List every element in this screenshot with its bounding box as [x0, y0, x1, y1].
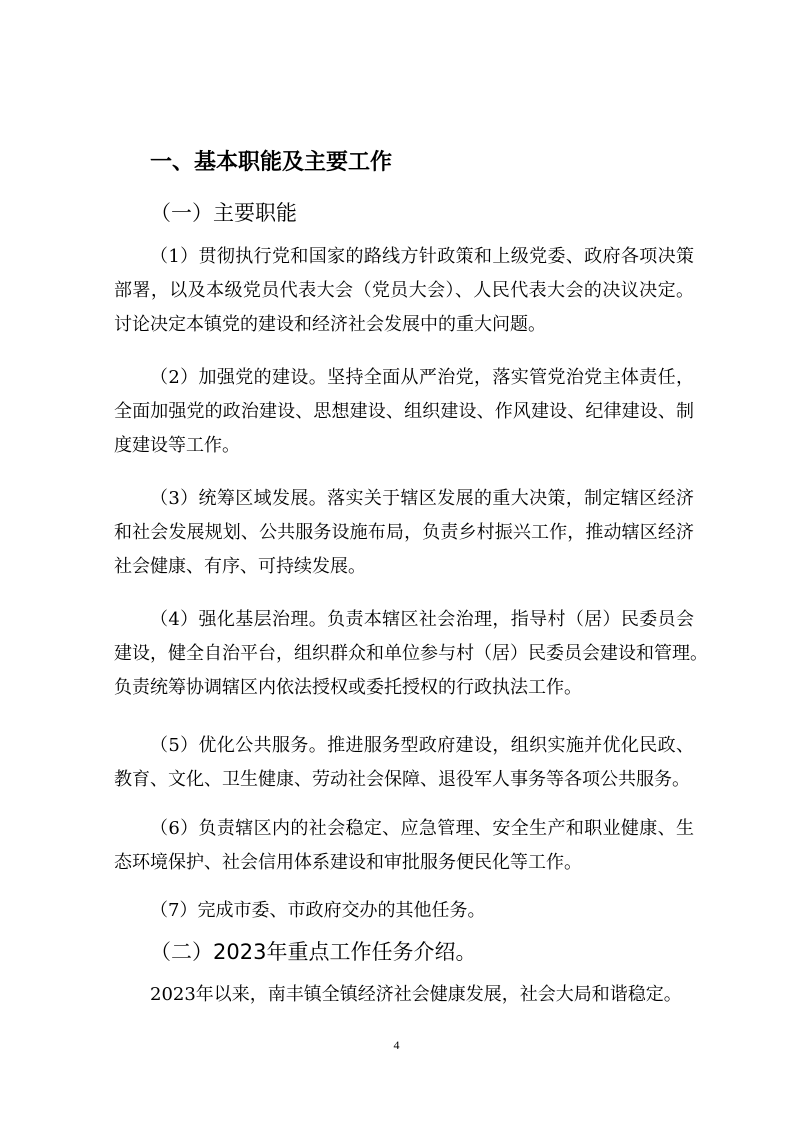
- paragraph-line: 全面加强党的政治建设、思想建设、组织建设、作风建设、纪律建设、制: [114, 401, 694, 422]
- subsection-title-main-functions: （一）主要职能: [150, 201, 297, 225]
- subsection-title-key-tasks: （二）2023年重点工作任务介绍。: [150, 940, 477, 964]
- paragraph-line: （4）强化基层治理。负责本辖区社会治理，指导村（居）民委员会: [150, 609, 694, 630]
- paragraph-line: 态环境保护、社会信用体系建设和审批服务便民化等工作。: [114, 852, 582, 873]
- page-number: 4: [393, 1038, 400, 1052]
- paragraph-item-1: [114, 240, 694, 342]
- paragraph-item-6: [114, 812, 694, 880]
- paragraph-line: （3）统筹区域发展。落实关于辖区发展的重大决策，制定辖区经济: [150, 488, 694, 509]
- paragraph-line: 社会健康、有序、可持续发展。: [114, 556, 366, 577]
- paragraph-line: 讨论决定本镇党的建设和经济社会发展中的重大问题。: [114, 314, 546, 335]
- paragraph-2023-summary: [114, 978, 694, 1012]
- paragraph-item-3: [114, 482, 694, 584]
- paragraph-line: 教育、文化、卫生健康、劳动社会保障、退役军人事务等各项公共服务。: [114, 769, 690, 790]
- section-heading: 一、基本职能及主要工作: [150, 150, 393, 175]
- paragraph-line: （5）优化公共服务。推进服务型政府建设，组织实施并优化民政、: [150, 735, 694, 756]
- paragraph-line: （2）加强党的建设。坚持全面从严治党，落实管党治党主体责任，: [150, 367, 694, 388]
- paragraph-line: 和社会发展规划、公共服务设施布局，负责乡村振兴工作，推动辖区经济: [114, 522, 694, 543]
- paragraph-line: （6）负责辖区内的社会稳定、应急管理、安全生产和职业健康、生: [150, 818, 694, 839]
- paragraph-line: 2023年以来，南丰镇全镇经济社会健康发展，社会大局和谐稳定。: [150, 984, 682, 1005]
- paragraph-line: 建设，健全自治平台，组织群众和单位参与村（居）民委员会建设和管理。: [114, 643, 708, 664]
- paragraph-line: （7）完成市委、市政府交办的其他任务。: [150, 900, 486, 921]
- paragraph-line: 负责统筹协调辖区内依法授权或委托授权的行政执法工作。: [114, 677, 582, 698]
- paragraph-item-7: [114, 894, 694, 928]
- paragraph-line: 度建设等工作。: [114, 435, 240, 456]
- paragraph-line: 部署，以及本级党员代表大会（党员大会）、人民代表大会的决议决定。: [114, 280, 694, 301]
- paragraph-item-2: [114, 361, 694, 463]
- paragraph-line: （1）贯彻执行党和国家的路线方针政策和上级党委、政府各项决策: [150, 246, 694, 267]
- paragraph-item-5: [114, 729, 694, 797]
- paragraph-item-4: [114, 603, 708, 705]
